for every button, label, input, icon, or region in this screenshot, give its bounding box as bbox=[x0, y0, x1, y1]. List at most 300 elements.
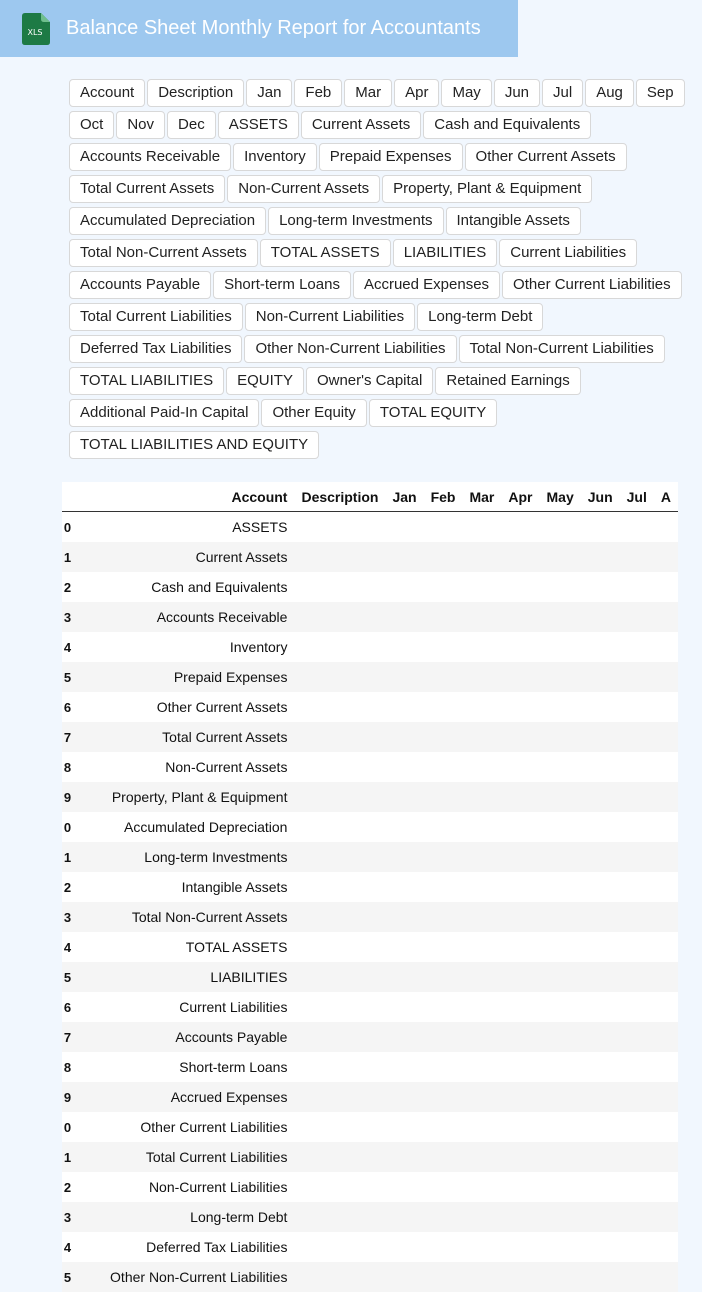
value-cell bbox=[385, 1082, 423, 1112]
row-index: 3 bbox=[62, 602, 71, 632]
value-cell bbox=[294, 1172, 385, 1202]
value-cell bbox=[424, 932, 463, 962]
value-cell bbox=[581, 662, 620, 692]
column-chip[interactable]: Prepaid Expenses bbox=[319, 143, 463, 171]
value-cell bbox=[501, 1052, 539, 1082]
table-row bbox=[62, 872, 678, 902]
value-cell bbox=[540, 752, 581, 782]
table-row bbox=[62, 1052, 678, 1082]
value-cell bbox=[581, 572, 620, 602]
value-cell bbox=[424, 722, 463, 752]
value-cell bbox=[540, 572, 581, 602]
value-cell bbox=[294, 842, 385, 872]
value-cell bbox=[462, 692, 501, 722]
column-chip[interactable]: Account bbox=[69, 79, 145, 107]
value-cell bbox=[581, 1082, 620, 1112]
value-cell bbox=[294, 782, 385, 812]
column-chip[interactable]: Dec bbox=[167, 111, 216, 139]
value-cell bbox=[654, 812, 678, 842]
column-chip[interactable]: Other Current Assets bbox=[465, 143, 627, 171]
value-cell bbox=[501, 692, 539, 722]
value-cell bbox=[654, 662, 678, 692]
value-cell bbox=[620, 1022, 654, 1052]
row-index: 1 bbox=[62, 542, 71, 572]
value-cell bbox=[424, 1262, 463, 1292]
value-cell bbox=[654, 722, 678, 752]
value-cell bbox=[424, 1022, 463, 1052]
value-cell bbox=[462, 932, 501, 962]
table-row bbox=[62, 722, 678, 752]
row-index: 6 bbox=[62, 992, 71, 1022]
account-cell: Other Current Liabilities bbox=[71, 1112, 294, 1142]
row-index: 3 bbox=[62, 902, 71, 932]
column-header: Feb bbox=[424, 482, 463, 512]
value-cell bbox=[581, 692, 620, 722]
value-cell bbox=[462, 1262, 501, 1292]
value-cell bbox=[654, 1202, 678, 1232]
value-cell bbox=[540, 872, 581, 902]
row-index: 7 bbox=[62, 1022, 71, 1052]
column-chip[interactable]: Non-Current Liabilities bbox=[245, 303, 415, 331]
row-index: 9 bbox=[62, 782, 71, 812]
value-cell bbox=[424, 662, 463, 692]
column-chip[interactable]: Owner's Capital bbox=[306, 367, 433, 395]
value-cell bbox=[540, 1082, 581, 1112]
value-cell bbox=[294, 932, 385, 962]
value-cell bbox=[540, 602, 581, 632]
value-cell bbox=[501, 962, 539, 992]
column-chip[interactable]: Intangible Assets bbox=[446, 207, 581, 235]
value-cell bbox=[501, 602, 539, 632]
value-cell bbox=[654, 602, 678, 632]
value-cell bbox=[581, 1172, 620, 1202]
value-cell bbox=[620, 1142, 654, 1172]
column-chip[interactable]: Other Current Liabilities bbox=[502, 271, 682, 299]
value-cell bbox=[620, 542, 654, 572]
value-cell bbox=[540, 932, 581, 962]
value-cell bbox=[385, 1022, 423, 1052]
value-cell bbox=[501, 572, 539, 602]
account-cell: Non-Current Liabilities bbox=[71, 1172, 294, 1202]
column-chip[interactable]: TOTAL LIABILITIES AND EQUITY bbox=[69, 431, 319, 459]
table-row bbox=[62, 962, 678, 992]
column-chip[interactable]: Other Non-Current Liabilities bbox=[244, 335, 456, 363]
value-cell bbox=[654, 1112, 678, 1142]
value-cell bbox=[294, 632, 385, 662]
column-chip[interactable]: Sep bbox=[636, 79, 685, 107]
value-cell bbox=[501, 1082, 539, 1112]
value-cell bbox=[654, 1052, 678, 1082]
account-cell: Current Assets bbox=[71, 542, 294, 572]
value-cell bbox=[620, 992, 654, 1022]
value-cell bbox=[501, 1172, 539, 1202]
account-cell: Long-term Investments bbox=[71, 842, 294, 872]
value-cell bbox=[620, 782, 654, 812]
table-row bbox=[62, 812, 678, 842]
column-chip[interactable]: LIABILITIES bbox=[393, 239, 498, 267]
value-cell bbox=[501, 782, 539, 812]
account-cell: ASSETS bbox=[71, 512, 294, 543]
value-cell bbox=[654, 932, 678, 962]
table-row bbox=[62, 512, 678, 543]
value-cell bbox=[501, 542, 539, 572]
value-cell bbox=[620, 1052, 654, 1082]
table-row bbox=[62, 572, 678, 602]
column-chip[interactable]: Description bbox=[147, 79, 244, 107]
column-header: Description bbox=[294, 482, 385, 512]
column-chip[interactable]: Retained Earnings bbox=[435, 367, 580, 395]
value-cell bbox=[294, 512, 385, 543]
page-title: Balance Sheet Monthly Report for Accountants bbox=[66, 17, 481, 39]
table-row bbox=[62, 1232, 678, 1262]
value-cell bbox=[540, 992, 581, 1022]
value-cell bbox=[581, 752, 620, 782]
value-cell bbox=[294, 542, 385, 572]
column-chip-list bbox=[69, 79, 689, 459]
value-cell bbox=[501, 1232, 539, 1262]
row-index: 0 bbox=[62, 812, 71, 842]
value-cell bbox=[462, 842, 501, 872]
table-row bbox=[62, 1022, 678, 1052]
value-cell bbox=[462, 782, 501, 812]
value-cell bbox=[501, 932, 539, 962]
value-cell bbox=[540, 1112, 581, 1142]
column-header: Account bbox=[71, 482, 294, 512]
value-cell bbox=[620, 572, 654, 602]
value-cell bbox=[294, 1142, 385, 1172]
value-cell bbox=[462, 1022, 501, 1052]
value-cell bbox=[294, 572, 385, 602]
value-cell bbox=[462, 752, 501, 782]
value-cell bbox=[294, 1082, 385, 1112]
column-chip[interactable]: Short-term Loans bbox=[213, 271, 351, 299]
value-cell bbox=[294, 662, 385, 692]
column-chip[interactable]: TOTAL ASSETS bbox=[260, 239, 391, 267]
value-cell bbox=[540, 1022, 581, 1052]
value-cell bbox=[620, 842, 654, 872]
value-cell bbox=[385, 692, 423, 722]
column-chip[interactable]: Total Current Liabilities bbox=[69, 303, 243, 331]
account-cell: Intangible Assets bbox=[71, 872, 294, 902]
column-chip[interactable]: TOTAL EQUITY bbox=[369, 399, 497, 427]
value-cell bbox=[540, 842, 581, 872]
column-chip[interactable]: Mar bbox=[344, 79, 392, 107]
table-row bbox=[62, 1112, 678, 1142]
column-header: Mar bbox=[462, 482, 501, 512]
column-header: Jul bbox=[620, 482, 654, 512]
value-cell bbox=[294, 812, 385, 842]
svg-text:XLS: XLS bbox=[27, 28, 43, 37]
column-chip[interactable]: Long-term Investments bbox=[268, 207, 443, 235]
value-cell bbox=[540, 512, 581, 543]
table-row bbox=[62, 752, 678, 782]
column-chip[interactable]: Non-Current Assets bbox=[227, 175, 380, 203]
value-cell bbox=[424, 512, 463, 543]
value-cell bbox=[294, 1202, 385, 1232]
value-cell bbox=[501, 752, 539, 782]
value-cell bbox=[385, 1112, 423, 1142]
column-chip[interactable]: Other Equity bbox=[261, 399, 366, 427]
value-cell bbox=[620, 932, 654, 962]
value-cell bbox=[462, 1172, 501, 1202]
value-cell bbox=[654, 1082, 678, 1112]
column-chip[interactable]: Jul bbox=[542, 79, 583, 107]
column-chip[interactable]: Property, Plant & Equipment bbox=[382, 175, 592, 203]
column-chip[interactable]: Apr bbox=[394, 79, 439, 107]
data-table bbox=[62, 482, 678, 1292]
value-cell bbox=[462, 632, 501, 662]
value-cell bbox=[294, 872, 385, 902]
row-index: 1 bbox=[62, 842, 71, 872]
row-index: 2 bbox=[62, 872, 71, 902]
value-cell bbox=[294, 902, 385, 932]
row-index: 0 bbox=[62, 512, 71, 543]
value-cell bbox=[540, 1262, 581, 1292]
value-cell bbox=[620, 662, 654, 692]
value-cell bbox=[294, 692, 385, 722]
value-cell bbox=[462, 1112, 501, 1142]
value-cell bbox=[424, 842, 463, 872]
value-cell bbox=[620, 1262, 654, 1292]
value-cell bbox=[462, 1232, 501, 1262]
value-cell bbox=[424, 602, 463, 632]
account-cell: Accounts Payable bbox=[71, 1022, 294, 1052]
column-header: A bbox=[654, 482, 678, 512]
value-cell bbox=[540, 962, 581, 992]
table-row bbox=[62, 1202, 678, 1232]
column-chip[interactable]: Current Liabilities bbox=[499, 239, 637, 267]
value-cell bbox=[385, 602, 423, 632]
column-header: May bbox=[540, 482, 581, 512]
value-cell bbox=[385, 1172, 423, 1202]
value-cell bbox=[385, 782, 423, 812]
value-cell bbox=[385, 962, 423, 992]
row-index: 4 bbox=[62, 632, 71, 662]
column-header: Apr bbox=[501, 482, 539, 512]
value-cell bbox=[654, 542, 678, 572]
value-cell bbox=[462, 872, 501, 902]
row-index: 6 bbox=[62, 692, 71, 722]
value-cell bbox=[540, 662, 581, 692]
value-cell bbox=[581, 722, 620, 752]
value-cell bbox=[462, 512, 501, 543]
column-chip[interactable]: Deferred Tax Liabilities bbox=[69, 335, 242, 363]
value-cell bbox=[540, 1172, 581, 1202]
row-index: 5 bbox=[62, 1262, 71, 1292]
value-cell bbox=[294, 1232, 385, 1262]
column-chip[interactable]: Additional Paid-In Capital bbox=[69, 399, 259, 427]
column-chip[interactable]: Nov bbox=[116, 111, 165, 139]
value-cell bbox=[540, 722, 581, 752]
column-chip[interactable]: Current Assets bbox=[301, 111, 421, 139]
value-cell bbox=[620, 722, 654, 752]
account-cell: LIABILITIES bbox=[71, 962, 294, 992]
value-cell bbox=[424, 632, 463, 662]
value-cell bbox=[385, 512, 423, 543]
column-chip[interactable]: Aug bbox=[585, 79, 634, 107]
value-cell bbox=[385, 1262, 423, 1292]
value-cell bbox=[540, 692, 581, 722]
value-cell bbox=[581, 1022, 620, 1052]
value-cell bbox=[654, 782, 678, 812]
value-cell bbox=[581, 542, 620, 572]
value-cell bbox=[540, 812, 581, 842]
account-cell: Cash and Equivalents bbox=[71, 572, 294, 602]
value-cell bbox=[294, 1022, 385, 1052]
value-cell bbox=[385, 812, 423, 842]
value-cell bbox=[654, 1172, 678, 1202]
value-cell bbox=[385, 932, 423, 962]
value-cell bbox=[385, 902, 423, 932]
value-cell bbox=[462, 962, 501, 992]
account-cell: Other Current Assets bbox=[71, 692, 294, 722]
value-cell bbox=[462, 722, 501, 752]
value-cell bbox=[620, 1082, 654, 1112]
table-row bbox=[62, 992, 678, 1022]
account-cell: Total Non-Current Assets bbox=[71, 902, 294, 932]
value-cell bbox=[462, 1202, 501, 1232]
value-cell bbox=[501, 722, 539, 752]
value-cell bbox=[620, 602, 654, 632]
value-cell bbox=[654, 512, 678, 543]
value-cell bbox=[501, 1202, 539, 1232]
value-cell bbox=[654, 692, 678, 722]
column-chip[interactable]: Long-term Debt bbox=[417, 303, 543, 331]
value-cell bbox=[581, 632, 620, 662]
column-chip[interactable]: Accumulated Depreciation bbox=[69, 207, 266, 235]
value-cell bbox=[620, 902, 654, 932]
row-index: 0 bbox=[62, 1112, 71, 1142]
table-row bbox=[62, 662, 678, 692]
value-cell bbox=[501, 812, 539, 842]
value-cell bbox=[540, 902, 581, 932]
value-cell bbox=[581, 1232, 620, 1262]
row-index: 5 bbox=[62, 662, 71, 692]
value-cell bbox=[620, 752, 654, 782]
value-cell bbox=[424, 872, 463, 902]
value-cell bbox=[462, 1052, 501, 1082]
index-header bbox=[62, 482, 71, 512]
value-cell bbox=[424, 962, 463, 992]
value-cell bbox=[501, 872, 539, 902]
value-cell bbox=[581, 602, 620, 632]
account-cell: Accumulated Depreciation bbox=[71, 812, 294, 842]
value-cell bbox=[620, 692, 654, 722]
column-chip[interactable]: Oct bbox=[69, 111, 114, 139]
account-cell: Non-Current Assets bbox=[71, 752, 294, 782]
value-cell bbox=[654, 872, 678, 902]
row-index: 3 bbox=[62, 1202, 71, 1232]
value-cell bbox=[581, 932, 620, 962]
value-cell bbox=[540, 1202, 581, 1232]
value-cell bbox=[654, 632, 678, 662]
value-cell bbox=[385, 572, 423, 602]
column-chip[interactable]: Inventory bbox=[233, 143, 317, 171]
column-chip[interactable]: Accounts Receivable bbox=[69, 143, 231, 171]
value-cell bbox=[501, 1262, 539, 1292]
data-table-container bbox=[63, 482, 678, 1292]
column-header: Jan bbox=[385, 482, 423, 512]
value-cell bbox=[462, 662, 501, 692]
header-bar bbox=[0, 0, 518, 57]
value-cell bbox=[501, 512, 539, 543]
value-cell bbox=[501, 992, 539, 1022]
value-cell bbox=[501, 632, 539, 662]
value-cell bbox=[385, 842, 423, 872]
value-cell bbox=[424, 1142, 463, 1172]
account-cell: Inventory bbox=[71, 632, 294, 662]
value-cell bbox=[462, 1142, 501, 1172]
column-chip[interactable]: Accounts Payable bbox=[69, 271, 211, 299]
account-cell: Property, Plant & Equipment bbox=[71, 782, 294, 812]
value-cell bbox=[540, 1142, 581, 1172]
table-row bbox=[62, 842, 678, 872]
value-cell bbox=[581, 812, 620, 842]
account-cell: TOTAL ASSETS bbox=[71, 932, 294, 962]
value-cell bbox=[501, 902, 539, 932]
value-cell bbox=[294, 1052, 385, 1082]
table-row bbox=[62, 632, 678, 662]
value-cell bbox=[540, 782, 581, 812]
value-cell bbox=[581, 902, 620, 932]
value-cell bbox=[581, 1262, 620, 1292]
value-cell bbox=[540, 542, 581, 572]
table-header-row bbox=[62, 482, 678, 512]
value-cell bbox=[501, 1112, 539, 1142]
account-cell: Accrued Expenses bbox=[71, 1082, 294, 1112]
column-chip[interactable]: ASSETS bbox=[218, 111, 299, 139]
row-index: 8 bbox=[62, 752, 71, 782]
value-cell bbox=[654, 1262, 678, 1292]
value-cell bbox=[654, 1232, 678, 1262]
value-cell bbox=[385, 872, 423, 902]
column-chip[interactable]: Total Non-Current Liabilities bbox=[459, 335, 665, 363]
account-cell: Prepaid Expenses bbox=[71, 662, 294, 692]
value-cell bbox=[620, 872, 654, 902]
column-chip[interactable]: Jan bbox=[246, 79, 292, 107]
account-cell: Accounts Receivable bbox=[71, 602, 294, 632]
value-cell bbox=[294, 752, 385, 782]
column-chip[interactable]: May bbox=[441, 79, 491, 107]
account-cell: Short-term Loans bbox=[71, 1052, 294, 1082]
table-row bbox=[62, 602, 678, 632]
value-cell bbox=[424, 692, 463, 722]
value-cell bbox=[540, 632, 581, 662]
column-chip[interactable]: Total Non-Current Assets bbox=[69, 239, 258, 267]
column-chip[interactable]: Cash and Equivalents bbox=[423, 111, 591, 139]
value-cell bbox=[620, 1112, 654, 1142]
column-chip[interactable]: Accrued Expenses bbox=[353, 271, 500, 299]
value-cell bbox=[581, 1112, 620, 1142]
row-index: 9 bbox=[62, 1082, 71, 1112]
row-index: 4 bbox=[62, 1232, 71, 1262]
column-header: Jun bbox=[581, 482, 620, 512]
value-cell bbox=[294, 1112, 385, 1142]
row-index: 2 bbox=[62, 572, 71, 602]
value-cell bbox=[424, 782, 463, 812]
value-cell bbox=[462, 992, 501, 1022]
column-chip[interactable]: Feb bbox=[294, 79, 342, 107]
value-cell bbox=[654, 1022, 678, 1052]
value-cell bbox=[581, 512, 620, 543]
value-cell bbox=[581, 872, 620, 902]
value-cell bbox=[385, 1052, 423, 1082]
column-chip[interactable]: TOTAL LIABILITIES bbox=[69, 367, 224, 395]
value-cell bbox=[424, 1232, 463, 1262]
column-chip[interactable]: Total Current Assets bbox=[69, 175, 225, 203]
column-chip[interactable]: Jun bbox=[494, 79, 540, 107]
column-chip[interactable]: EQUITY bbox=[226, 367, 304, 395]
